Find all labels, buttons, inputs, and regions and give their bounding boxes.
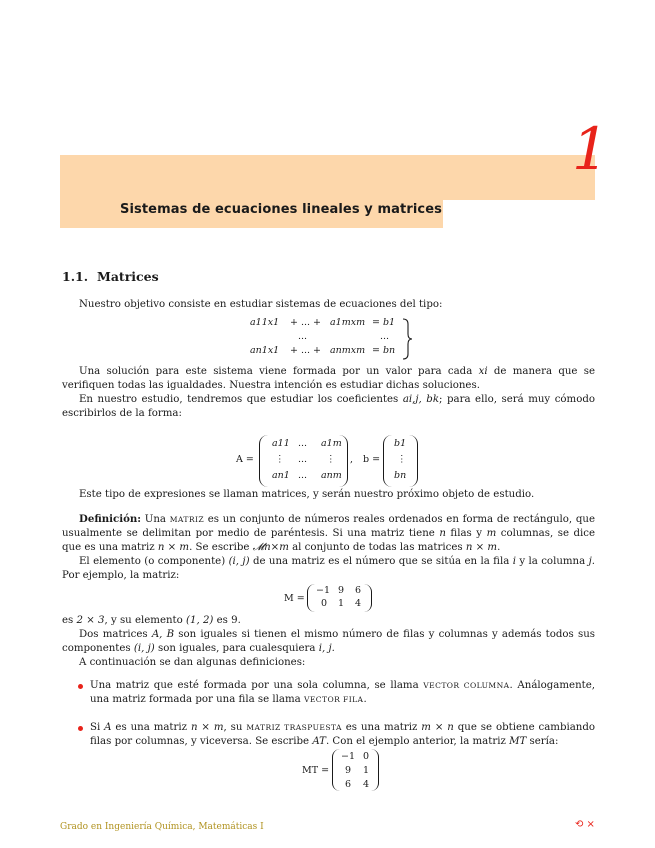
b2-text: . Con el ejemplo anterior, la matriz (325, 736, 510, 747)
para3-text-a: En nuestro estudio, tendremos que estudiar los coeficientes (79, 394, 403, 405)
def-nxm-2: n × m (465, 542, 498, 553)
para2-text-a: Una solución para este sistema viene formada por un valor para cada (79, 366, 479, 377)
system-mid-2: ... (380, 331, 390, 342)
footer-nav-icons[interactable]: ⟲ × (575, 819, 595, 830)
matrix-a-cell: a1m (321, 438, 342, 449)
chapter-number: 1 (572, 115, 609, 183)
matrix-mt-cell: 4 (363, 779, 370, 790)
vector-b-cell: ⋮ (397, 454, 407, 465)
para2-text-b: de manera que se verifiquen todas las igualdades. Nuestra intención es estudiar dichas soluciones. (62, 366, 596, 391)
p7-text: Dos matrices (79, 629, 152, 640)
system-r1-a: a11x1 (250, 317, 280, 328)
def-mset: 𝓜n×m (252, 542, 289, 553)
p6-text: es (62, 615, 77, 626)
vector-b-left-paren (383, 435, 392, 487)
def-nxm: n × m (157, 542, 190, 553)
paragraph-intro: Nuestro objetivo consiste en estudiar sistemas de ecuaciones del tipo: (79, 299, 443, 310)
def-term-matriz: MATRIZ (169, 515, 205, 524)
matrix-m-cell: −1 (316, 585, 331, 596)
matrix-mt-left-paren (332, 749, 340, 791)
p5-j: j (588, 556, 592, 567)
matrix-a-label: A = (236, 454, 254, 465)
system-r1-dots: + ... + (290, 317, 322, 328)
p7-text: son iguales, para cualesquiera (154, 643, 319, 654)
term-vector-fila: VECTOR FILA (303, 695, 364, 704)
list-item (62, 679, 595, 707)
matrix-a-cell: ... (298, 454, 308, 465)
b2-text: sería: (526, 736, 559, 747)
p7-ab: A, B (151, 629, 175, 640)
def-text: . (497, 542, 501, 553)
b2-mn: m × n (421, 722, 454, 733)
paragraph-definitions-intro: A continuación se dan algunas definiciones: (79, 657, 306, 668)
def-text: filas y (445, 528, 487, 539)
b2-AT: AT (312, 736, 326, 747)
p6-dim: 2 × 3 (76, 615, 105, 626)
matrix-mt-label: MT = (302, 765, 330, 776)
system-r2-dots: + ... + (290, 345, 322, 356)
matrix-m-cell: 0 (321, 598, 328, 609)
p5-text: y la columna (515, 556, 589, 567)
matrix-m-left-paren (307, 584, 315, 612)
b2-MT: MT (509, 736, 527, 747)
vector-b-cell: bn (394, 470, 407, 481)
matrix-mt-cell: 0 (363, 751, 370, 762)
b2-A: A (104, 722, 112, 733)
matrix-mt-cell: 9 (345, 765, 352, 776)
matrix-mt-right-paren (371, 749, 379, 791)
matrix-a-cell: ... (298, 470, 308, 481)
p6-text: es 9. (213, 615, 241, 626)
def-text: al conjunto de todas las matrices (288, 542, 466, 553)
p5-ij: (i, j) (228, 556, 250, 567)
chapter-banner (60, 155, 595, 200)
b2-text: Si (90, 722, 105, 733)
p6-pos: (1, 2) (186, 615, 214, 626)
matrix-a-cell: anm (321, 470, 342, 481)
b2-text: es una matriz (341, 722, 422, 733)
section-title: Matrices (97, 269, 159, 284)
matrix-m-cell: 6 (355, 585, 362, 596)
matrix-mt-cell: 1 (363, 765, 370, 776)
vector-b-right-paren (409, 435, 418, 487)
def-text: es un conjunto de números reales ordenados en forma de rectángulo, que usualmente se delimitan por medio de paréntesis. Si una matriz tiene (62, 514, 596, 539)
def-text: Una (141, 514, 170, 525)
vector-b-cell: b1 (394, 438, 407, 449)
matrix-a-cell: ⋮ (275, 454, 285, 465)
def-text: columnas, se dice que es una matriz (62, 528, 596, 553)
term-matriz-traspuesta: MATRIZ TRASPUESTA (246, 723, 342, 732)
list-item (62, 721, 595, 749)
matrix-mt-cell: 6 (345, 779, 352, 790)
p5-text: de una matriz es el número que se sitúa en la fila (249, 556, 513, 567)
p7-ij: (i, j) (133, 643, 155, 654)
def-text: . Se escribe (189, 542, 253, 553)
matrix-m-cell: 9 (338, 585, 345, 596)
section-heading (62, 270, 159, 284)
p5-i: i (512, 556, 516, 567)
p7-text: . (331, 643, 335, 654)
paragraph-equality (62, 628, 595, 656)
b2-text: , su (223, 722, 247, 733)
b2-nm: n × m (190, 722, 224, 733)
paragraph-element (62, 555, 595, 583)
b1-text: . Análogamente, una matriz formada por una fila se llama (90, 680, 595, 705)
comma: , (350, 454, 354, 465)
def-m: m (486, 528, 497, 539)
matrix-a-cells (272, 437, 362, 485)
p6-text: , y su elemento (104, 615, 187, 626)
system-r2-b: anmxm (330, 345, 366, 356)
right-brace-icon (401, 318, 413, 360)
b2-text: es una matriz (111, 722, 191, 733)
system-r1-b: a1mxm (330, 317, 366, 328)
bullet-icon (78, 726, 83, 731)
matrix-mt-cell: −1 (341, 751, 356, 762)
b2-text: que se obtiene cambiando filas por columnas, y viceversa. Se escribe (90, 722, 596, 747)
bullet-icon (78, 684, 83, 689)
paragraph-solution (62, 365, 595, 393)
system-r2-a: an1x1 (250, 345, 280, 356)
matrix-a-cell: an1 (272, 470, 290, 481)
paragraph-coefficients (62, 393, 595, 421)
matrix-m-right-paren (364, 584, 372, 612)
matrix-a-right-paren (339, 435, 348, 487)
chapter-title: Sistemas de ecuaciones lineales y matrices (120, 202, 442, 217)
p7-ij2: i, j (318, 643, 332, 654)
matrix-a-cell: ... (298, 438, 308, 449)
matrix-a-left-paren (259, 435, 268, 487)
section-number: 1.1. (62, 269, 89, 284)
p5-text: El elemento (o componente) (79, 556, 229, 567)
p5-text: . Por ejemplo, la matriz: (62, 556, 595, 581)
paragraph-definition (62, 512, 595, 555)
definition-label: Definición: (79, 513, 142, 525)
b1-text: Una matriz que esté formada por una sola columna, se llama (90, 680, 424, 691)
para3-coef: ai,j, bk (402, 394, 440, 405)
matrix-m-label: M = (284, 593, 305, 604)
system-r2-rhs: = bn (372, 345, 396, 356)
footer-text: Grado en Ingeniería Química, Matemáticas I (60, 822, 264, 832)
system-r1-rhs: = b1 (372, 317, 396, 328)
matrix-a-cell: ⋮ (326, 454, 336, 465)
def-n: n (439, 528, 446, 539)
vector-b-label: b = (363, 454, 381, 465)
para2-var: xi (478, 366, 488, 377)
equation-system (250, 316, 410, 360)
paragraph-matrices: Este tipo de expresiones se llaman matrices, y serán nuestro próximo objeto de estudio. (79, 489, 535, 500)
para3-text-b: ; para ello, será muy cómodo escribirlos de la forma: (62, 394, 595, 419)
p7-text: son iguales si tienen el mismo número de filas y columnas y además todos sus componentes (62, 629, 595, 654)
matrix-a-cell: a11 (272, 438, 290, 449)
b1-text: . (363, 694, 367, 705)
matrix-m-cell: 1 (338, 598, 345, 609)
paragraph-example (62, 614, 595, 628)
definitions-list (62, 679, 595, 763)
system-mid-1: ... (298, 331, 308, 342)
term-vector-columna: VECTOR COLUMNA (423, 681, 510, 690)
matrix-m-cell: 4 (355, 598, 362, 609)
